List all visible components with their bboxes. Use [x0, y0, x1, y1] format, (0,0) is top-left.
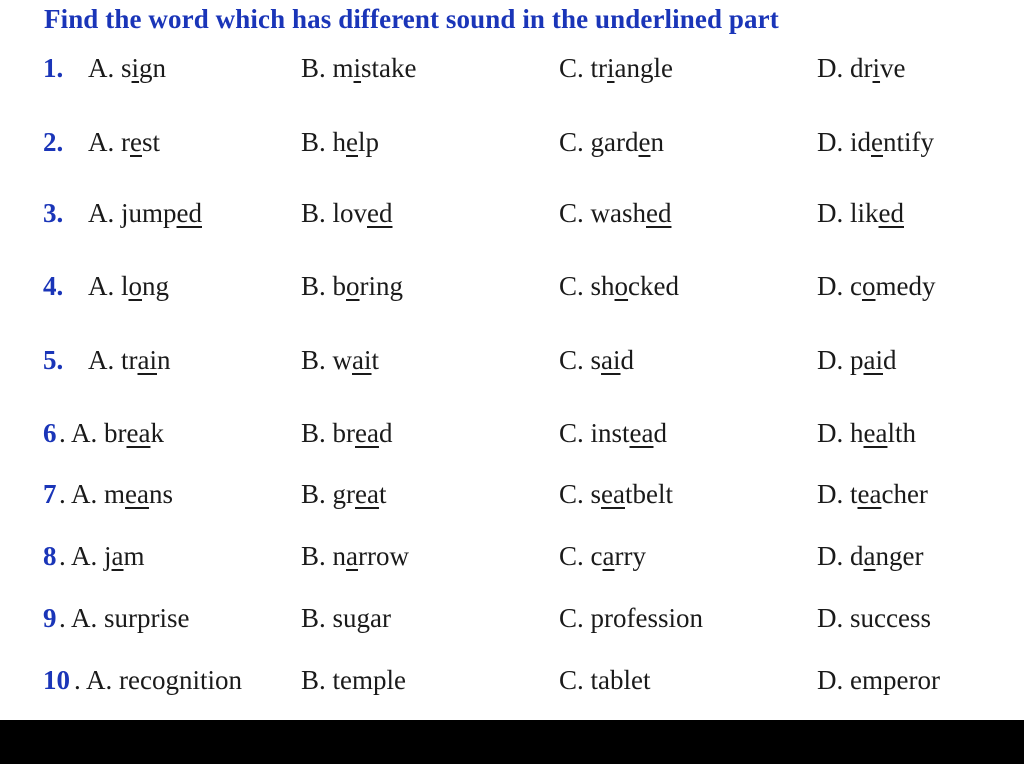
question-row-7: [0, 479, 1024, 519]
question-number: 6: [43, 418, 57, 448]
option-a: A. jumped: [88, 198, 202, 228]
option-d: D. drive: [817, 53, 906, 83]
option-c: C. washed: [559, 198, 672, 228]
option-d: D. emperor: [817, 665, 940, 695]
option-b: B. boring: [301, 271, 404, 301]
option-a: A. train: [88, 345, 171, 375]
option-a: A. long: [88, 271, 169, 301]
question-row-8: [0, 541, 1024, 581]
option-c: C. shocked: [559, 271, 679, 301]
question-row-9: [0, 603, 1024, 643]
option-d: D. success: [817, 603, 931, 633]
option-b: B. great: [301, 479, 387, 509]
option-a: . A. means: [59, 479, 173, 509]
exercise-title: Find the word which has different sound in the underlined part: [44, 4, 779, 34]
option-d: D. danger: [817, 541, 924, 571]
question-row-2: [0, 127, 1024, 167]
question-row-1: [0, 53, 1024, 93]
option-c: C. seatbelt: [559, 479, 673, 509]
option-b: B. bread: [301, 418, 393, 448]
option-a: . A. surprise: [59, 603, 190, 633]
option-d: D. teacher: [817, 479, 928, 509]
option-d: D. health: [817, 418, 916, 448]
option-c: C. profession: [559, 603, 703, 633]
question-row-4: [0, 271, 1024, 311]
option-c: C. instead: [559, 418, 667, 448]
bottom-black-bar: [0, 720, 1024, 764]
option-a: A. sign: [88, 53, 167, 83]
option-c: C. triangle: [559, 53, 674, 83]
question-row-6: [0, 418, 1024, 458]
option-d: D. liked: [817, 198, 904, 228]
option-b: B. sugar: [301, 603, 391, 633]
option-b: B. loved: [301, 198, 393, 228]
option-b: B. wait: [301, 345, 380, 375]
option-d: D. identify: [817, 127, 934, 157]
question-number: 2.: [43, 127, 64, 157]
question-number: 1.: [43, 53, 64, 83]
option-a: . A. recognition: [74, 665, 242, 695]
question-number: 10: [43, 665, 70, 695]
option-c: C. tablet: [559, 665, 651, 695]
question-number: 9: [43, 603, 57, 633]
option-c: C. carry: [559, 541, 646, 571]
question-number: 3.: [43, 198, 64, 228]
option-d: D. paid: [817, 345, 897, 375]
option-a: . A. break: [59, 418, 164, 448]
question-number: 8: [43, 541, 57, 571]
question-number: 4.: [43, 271, 64, 301]
option-b: B. mistake: [301, 53, 417, 83]
question-row-5: [0, 345, 1024, 385]
option-c: C. garden: [559, 127, 664, 157]
question-number: 7: [43, 479, 57, 509]
option-b: B. narrow: [301, 541, 409, 571]
option-b: B. temple: [301, 665, 406, 695]
question-row-10: [0, 665, 1024, 705]
question-row-3: [0, 198, 1024, 238]
option-a: A. rest: [88, 127, 160, 157]
option-b: B. help: [301, 127, 380, 157]
option-d: D. comedy: [817, 271, 936, 301]
option-c: C. said: [559, 345, 635, 375]
question-number: 5.: [43, 345, 64, 375]
option-a: . A. jam: [59, 541, 145, 571]
